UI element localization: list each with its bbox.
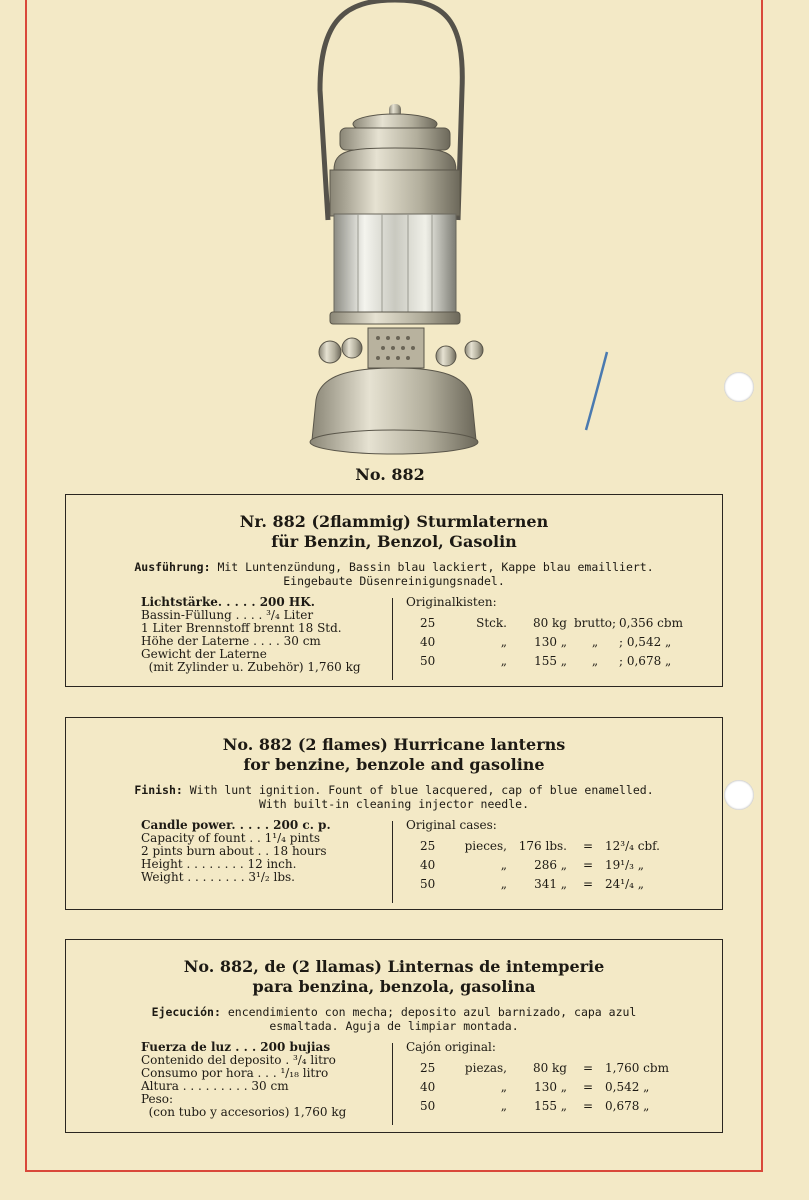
case-cell: 25 bbox=[420, 839, 436, 853]
spec-line: (mit Zylinder u. Zubehör) 1,760 kg bbox=[141, 660, 361, 674]
case-cell: 40 bbox=[420, 635, 436, 649]
margin-line-left bbox=[25, 0, 27, 1172]
case-cell: 19¹/₃ „ bbox=[605, 858, 644, 872]
case-cell: 286 „ bbox=[534, 858, 567, 872]
spec-line: Peso: bbox=[141, 1092, 174, 1106]
german-cases bbox=[406, 596, 706, 671]
case-cell: pieces, bbox=[464, 839, 507, 853]
case-cell: 50 bbox=[420, 877, 436, 891]
lantern-photo bbox=[290, 0, 500, 460]
case-cell: = bbox=[582, 1061, 594, 1075]
case-cell: 0,356 cbm bbox=[619, 616, 683, 630]
case-cell: 25 bbox=[420, 616, 436, 630]
spanish-specs bbox=[141, 1041, 391, 1119]
spanish-cases bbox=[406, 1041, 706, 1116]
case-cell: 341 „ bbox=[534, 877, 567, 891]
cases-label: Originalkisten: bbox=[406, 595, 497, 609]
case-cell: ; 0,542 „ bbox=[619, 635, 672, 649]
case-cell: „ bbox=[500, 1099, 507, 1113]
case-cell: = bbox=[582, 877, 594, 891]
english-title: No. 882 (2 flames) Hurricane lanterns for benzine, benzole and gasoline bbox=[222, 735, 566, 774]
spec-line: Fuerza de luz . . . 200 bujias bbox=[141, 1040, 331, 1054]
case-cell: „ bbox=[500, 1080, 507, 1094]
case-row bbox=[406, 1059, 706, 1078]
spec-line: (con tubo y accesorios) 1,760 kg bbox=[141, 1105, 347, 1119]
case-cell: 176 lbs. bbox=[518, 839, 567, 853]
spec-line: Consumo por hora . . . ¹/₁₈ litro bbox=[141, 1066, 329, 1080]
case-cell: 40 bbox=[420, 1080, 436, 1094]
spec-line: 1 Liter Brennstoff brennt 18 Std. bbox=[141, 621, 342, 635]
margin-line-bottom bbox=[25, 1170, 763, 1172]
cases-label: Cajón original: bbox=[406, 1040, 496, 1054]
german-title: Nr. 882 (2flammig) Sturmlaternen für Benzin, Benzol, Gasolin bbox=[239, 512, 549, 551]
case-cell: 0,542 „ bbox=[605, 1080, 650, 1094]
case-cell: 155 „ bbox=[534, 654, 567, 668]
case-row bbox=[406, 652, 706, 671]
case-cell: 50 bbox=[420, 654, 436, 668]
english-cases bbox=[406, 819, 706, 894]
english-finish: Finish: With lunt ignition. Fount of blue lacquered, cap of blue enamelled. With built-in cleaning injector needle. bbox=[134, 783, 654, 811]
case-cell: 155 „ bbox=[534, 1099, 567, 1113]
case-cell: = bbox=[582, 1099, 594, 1113]
spec-line: Contenido del deposito . ³/₄ litro bbox=[141, 1053, 336, 1067]
case-cell: 25 bbox=[420, 1061, 436, 1075]
english-spec-box bbox=[65, 717, 723, 910]
case-row bbox=[406, 1097, 706, 1116]
case-cell: 130 „ bbox=[534, 1080, 567, 1094]
spec-line: 2 pints burn about . . 18 hours bbox=[141, 844, 327, 858]
spanish-spec-box bbox=[65, 939, 723, 1133]
case-cell: „ bbox=[500, 654, 507, 668]
case-cell: 40 bbox=[420, 858, 436, 872]
column-divider bbox=[392, 1043, 393, 1125]
case-cell: 0,678 „ bbox=[605, 1099, 650, 1113]
spec-line: Capacity of fount . . 1¹/₄ pints bbox=[141, 831, 320, 845]
column-divider bbox=[392, 598, 393, 680]
spanish-title: No. 882, de (2 llamas) Linternas de intemperie para benzina, benzola, gasolina bbox=[183, 957, 605, 996]
case-row bbox=[406, 633, 706, 652]
case-row bbox=[406, 1078, 706, 1097]
case-row bbox=[406, 614, 706, 633]
case-cell: „ bbox=[591, 654, 599, 668]
margin-line-right bbox=[761, 0, 763, 1172]
case-cell: 24¹/₄ „ bbox=[605, 877, 644, 891]
cases-label: Original cases: bbox=[406, 818, 497, 832]
case-cell: „ bbox=[500, 858, 507, 872]
figure-caption: No. 882 bbox=[355, 465, 425, 484]
spec-line: Height . . . . . . . . 12 inch. bbox=[141, 857, 297, 871]
punch-hole bbox=[724, 372, 754, 402]
spanish-finish: Ejecución: encendimiento con mecha; deposito azul barnizado, capa azul esmaltada. Aguja de limpiar montada. bbox=[151, 1005, 637, 1033]
case-cell: 80 kg bbox=[532, 616, 567, 630]
spec-line: Lichtstärke. . . . . 200 HK. bbox=[141, 595, 315, 609]
case-row bbox=[406, 856, 706, 875]
punch-hole bbox=[724, 780, 754, 810]
case-cell: 80 kg bbox=[532, 1061, 567, 1075]
column-divider bbox=[392, 821, 393, 903]
case-cell: piezas, bbox=[464, 1061, 507, 1075]
case-cell: 1,760 cbm bbox=[605, 1061, 669, 1075]
case-cell: 50 bbox=[420, 1099, 436, 1113]
case-cell: 12³/₄ cbf. bbox=[605, 839, 660, 853]
spec-line: Altura . . . . . . . . . 30 cm bbox=[141, 1079, 289, 1093]
case-cell: „ bbox=[500, 877, 507, 891]
case-cell: „ bbox=[500, 635, 507, 649]
spec-line: Gewicht der Laterne bbox=[141, 647, 267, 661]
case-cell: brutto; bbox=[573, 616, 617, 630]
pencil-mark-icon bbox=[583, 350, 613, 435]
german-finish: Ausführung: Mit Luntenzündung, Bassin blau lackiert, Kappe blau emailliert. Eingebaute Düsenreinigungsnadel. bbox=[134, 560, 654, 588]
case-cell: ; 0,678 „ bbox=[619, 654, 672, 668]
case-cell: = bbox=[582, 1080, 594, 1094]
case-cell: = bbox=[582, 839, 594, 853]
german-specs bbox=[141, 596, 391, 674]
spec-line: Weight . . . . . . . . 3¹/₂ lbs. bbox=[141, 870, 295, 884]
case-cell: 130 „ bbox=[534, 635, 567, 649]
spec-line: Candle power. . . . . 200 c. p. bbox=[141, 818, 331, 832]
german-spec-box bbox=[65, 494, 723, 687]
case-row bbox=[406, 875, 706, 894]
spec-line: Höhe der Laterne . . . . 30 cm bbox=[141, 634, 321, 648]
case-cell: Stck. bbox=[476, 616, 507, 630]
case-cell: „ bbox=[591, 635, 599, 649]
english-specs bbox=[141, 819, 391, 884]
case-cell: = bbox=[582, 858, 594, 872]
case-row bbox=[406, 837, 706, 856]
spec-line: Bassin-Füllung . . . . ³/₄ Liter bbox=[141, 608, 314, 622]
